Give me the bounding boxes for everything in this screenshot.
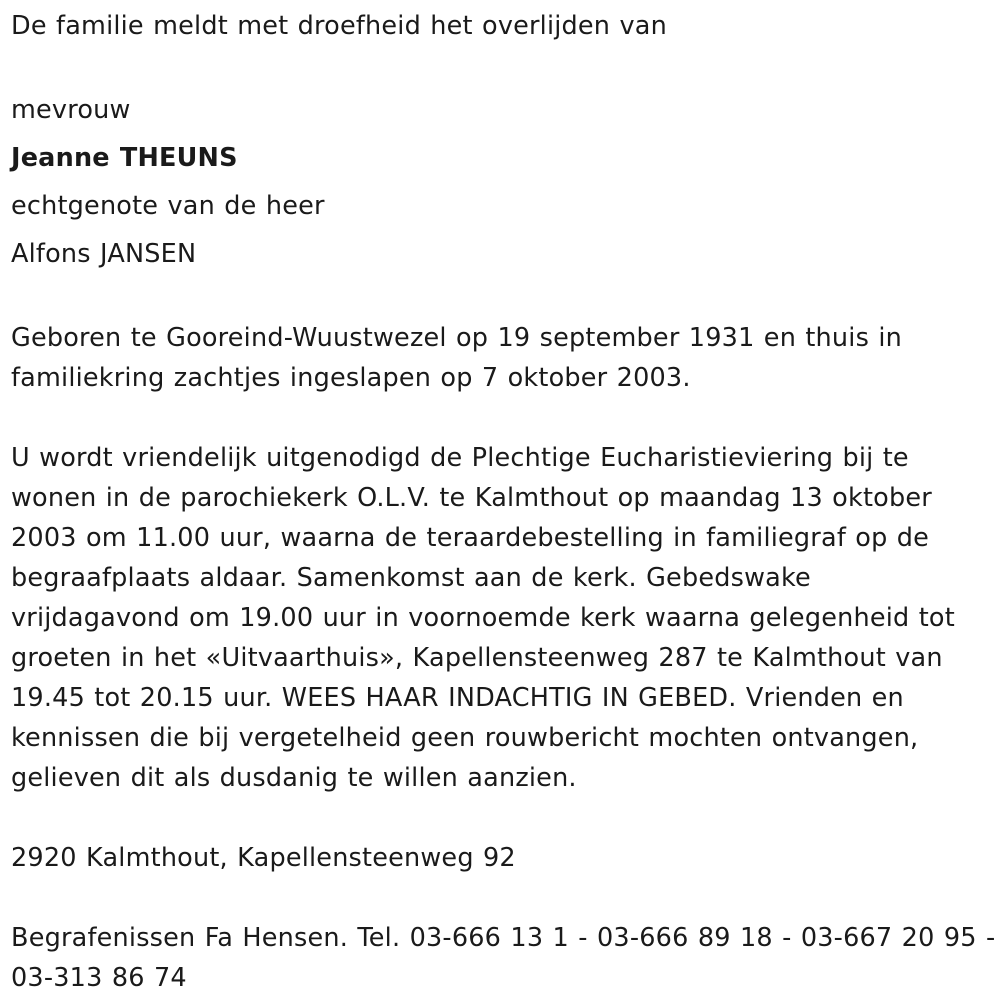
paragraph-line: wonen in de parochiekerk O.L.V. te Kalmthout op maandag 13 oktober <box>11 483 932 513</box>
paragraph-line: vrijdagavond om 19.00 uur in voornoemde kerk waarna gelegenheid tot <box>11 603 955 633</box>
title-prefix: mevrouw <box>11 95 131 125</box>
deceased-name: Jeanne THEUNS <box>11 143 238 173</box>
paragraph-line: gelieven dit als dusdanig te willen aanzien. <box>11 763 577 793</box>
obituary-notice <box>11 6 996 998</box>
funeral-paragraph <box>11 438 991 798</box>
address-text: 2920 Kalmthout, Kapellensteenweg 92 <box>11 843 516 873</box>
paragraph-line: Geboren te Gooreind-Wuustwezel op 19 september 1931 en thuis in <box>11 323 903 353</box>
spacer <box>11 798 991 838</box>
spacer <box>11 878 991 918</box>
paragraph-line: begraafplaats aldaar. Samenkomst aan de kerk. Gebedswake <box>11 563 811 593</box>
undertaker-line: 03-313 86 74 <box>11 963 187 993</box>
spouse-name: Alfons JANSEN <box>11 239 197 269</box>
address-block <box>11 838 991 878</box>
paragraph-line: U wordt vriendelijk uitgenodigd de Plechtige Eucharistieviering bij te <box>11 443 909 473</box>
undertaker-line: Begrafenissen Fa Hensen. Tel. 03-666 13 1 - 03-666 89 18 - 03-667 20 95 - <box>11 923 996 953</box>
spacer <box>11 278 991 318</box>
intro-text: De familie meldt met droefheid het overlijden van <box>11 11 667 41</box>
undertaker-block <box>11 918 996 998</box>
paragraph-line: 2003 om 11.00 uur, waarna de teraardebestelling in familiegraf op de <box>11 523 930 553</box>
relation-text: echtgenote van de heer <box>11 191 325 221</box>
spacer <box>11 398 991 438</box>
paragraph-line: 19.45 tot 20.15 uur. WEES HAAR INDACHTIG IN GEBED. Vrienden en <box>11 683 904 713</box>
paragraph-line: familiekring zachtjes ingeslapen op 7 oktober 2003. <box>11 363 691 393</box>
paragraph-line: kennissen die bij vergetelheid geen rouwbericht mochten ontvangen, <box>11 723 919 753</box>
paragraph-line: groeten in het «Uitvaarthuis», Kapellensteenweg 287 te Kalmthout van <box>11 643 943 673</box>
birth-paragraph <box>11 318 991 398</box>
spacer <box>11 46 991 86</box>
